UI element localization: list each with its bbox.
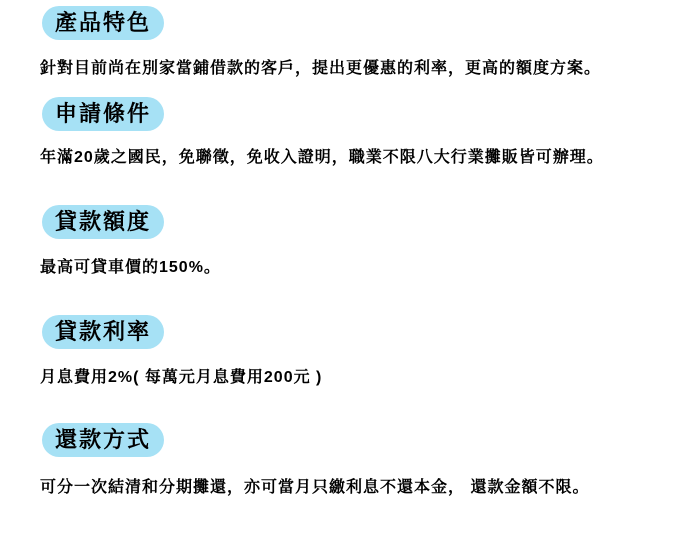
section-body-repayment-method: 可分一次結清和分期攤還，亦可當月只繳利息不還本金， 還款金額不限。 [40,479,590,496]
section-heading-repayment-method: 還款方式 [42,423,164,457]
section-body-loan-amount: 最高可貸車價的150%。 [40,259,221,276]
section-heading-application-conditions: 申請條件 [42,97,164,131]
section-body-product-features: 針對目前尚在別家當鋪借款的客戶，提出更優惠的利率，更高的額度方案。 [40,60,602,77]
section-heading-product-features: 產品特色 [42,6,164,40]
section-heading-loan-amount: 貸款額度 [42,205,164,239]
section-body-loan-interest-rate: 月息費用2%( 每萬元月息費用200元 ) [40,369,323,386]
section-heading-loan-interest-rate: 貸款利率 [42,315,164,349]
section-body-application-conditions: 年滿20歲之國民，免聯徵，免收入證明，職業不限八大行業攤販皆可辦理。 [40,149,604,166]
